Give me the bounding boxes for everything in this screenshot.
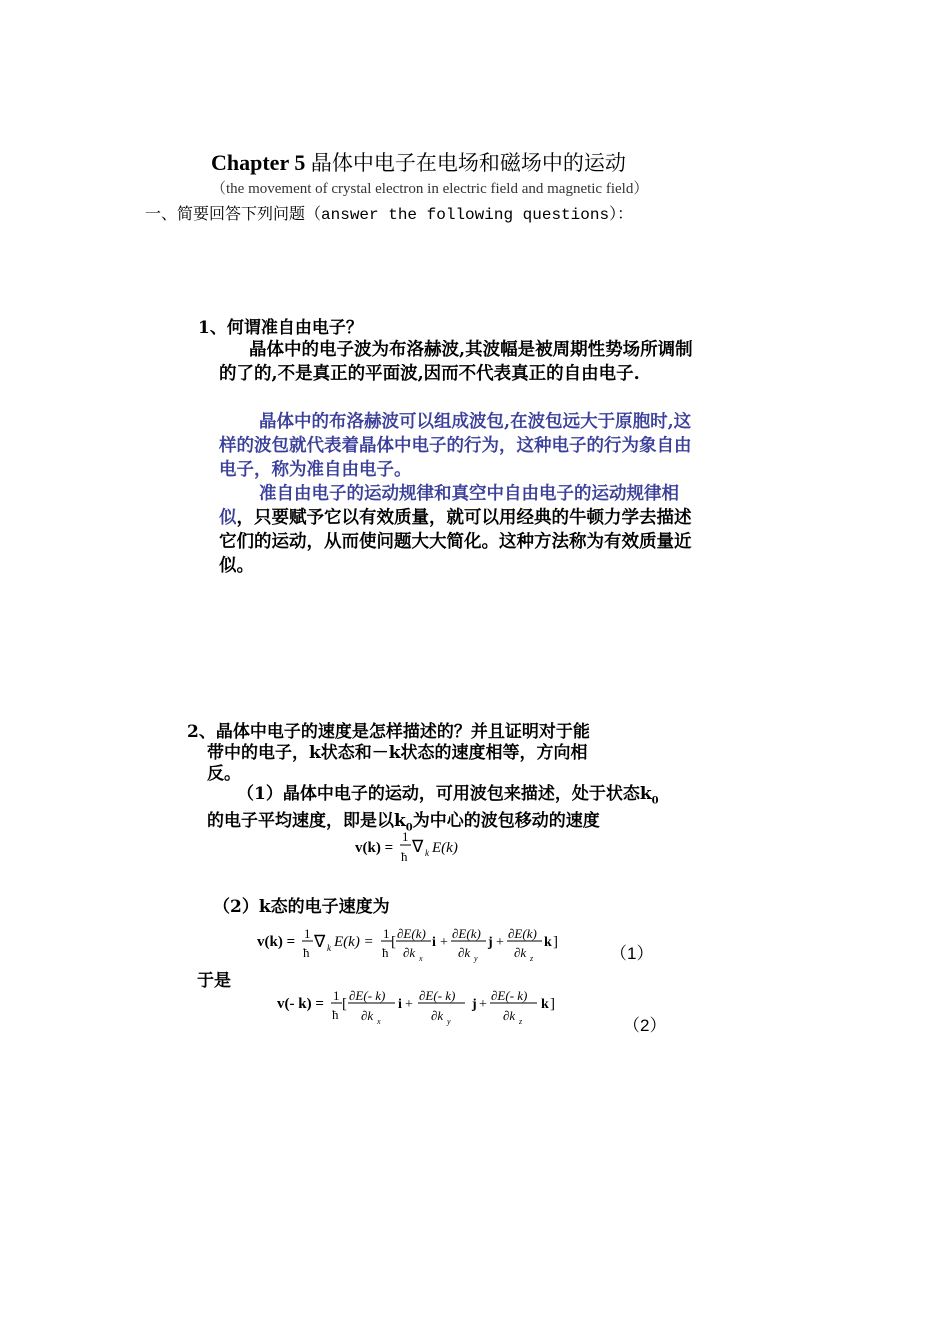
partial-denominator-y: ∂k — [458, 945, 471, 960]
plus-sign: + — [496, 935, 504, 950]
subscript-y: y — [474, 954, 478, 963]
formula-2-d1: ħ — [332, 1007, 339, 1022]
partial-denominator-x: ∂k — [361, 1008, 374, 1023]
plus-sign: + — [405, 997, 413, 1012]
title-chinese: 晶体中电子在电场和磁场中的运动 — [310, 151, 626, 175]
unit-vector-i: i — [398, 997, 402, 1012]
answer-1-paragraph-1-text: 晶体中的电子波为布洛赫波,其波幅是被周期性势场所调制的了的,不是真正的平面波,因而不代表真正的自由电子. — [219, 340, 693, 384]
section-heading-end: ）： — [609, 204, 634, 223]
question-2 — [187, 722, 667, 785]
answer-2-part-2: （2）k态的电子速度为 — [213, 897, 390, 917]
section-heading-en: answer the following questions — [321, 206, 610, 224]
answer-1-paragraph-3 — [219, 482, 699, 578]
formula-1-energy: E(k) = — [334, 934, 374, 950]
subscript-z: z — [530, 954, 534, 963]
question-1: 1、何谓准自由电子？ — [198, 318, 363, 338]
equation-number-2: （2） — [623, 1016, 667, 1035]
velocity-expansion-formula — [257, 926, 567, 970]
formula-2-lhs: v(- k) = — [277, 996, 324, 1012]
nabla-subscript: k — [425, 848, 429, 858]
velocity-formula-numerator: 1 — [402, 829, 409, 844]
formula-1-n1: 1 — [304, 926, 311, 941]
velocity-formula-lhs: v(k) = — [355, 840, 394, 856]
formula-1-d1: ħ — [303, 945, 310, 960]
energy-term: E(k) — [432, 840, 458, 856]
answer-2-part-1-pre: （1）晶体中电子的运动，可用波包来描述，处于状态k — [237, 784, 652, 804]
formula-1-n2: 1 — [383, 926, 390, 941]
unit-vector-k: k — [541, 997, 549, 1012]
bracket-close: ] — [550, 996, 555, 1012]
velocity-formula — [355, 828, 475, 868]
plus-sign: + — [440, 935, 448, 950]
section-heading-cn: 一、简要回答下列问题（ — [145, 204, 322, 223]
partial-numerator-y: ∂E(- k) — [419, 988, 456, 1003]
partial-denominator-z: ∂k — [514, 945, 527, 960]
unit-vector-j: j — [472, 997, 477, 1012]
nabla-symbol: ∇ — [314, 932, 326, 951]
unit-vector-i: i — [432, 935, 436, 950]
page-subtitle: （the movement of crystal electron in electric field and magnetic field） — [211, 181, 649, 197]
partial-numerator-x: ∂E(- k) — [349, 988, 386, 1003]
partial-denominator-y: ∂k — [431, 1008, 444, 1023]
bracket-open: [ — [342, 996, 347, 1012]
bracket-close: ] — [553, 934, 558, 950]
therefore-label: 于是 — [197, 971, 231, 991]
partial-numerator-z: ∂E(k) — [508, 926, 537, 941]
question-2-line-1: 2、晶体中电子的速度是怎样描述的？并且证明对于能 — [187, 722, 590, 742]
negative-k-velocity-formula — [277, 986, 567, 1032]
partial-denominator-x: ∂k — [403, 945, 416, 960]
nabla-symbol: ∇ — [412, 837, 424, 856]
answer-1-paragraph-2-text: 晶体中的布洛赫波可以组成波包,在波包远大于原胞时,这样的波包就代表着晶体中电子的行为，这种电子的行为象自由电子，称为准自由电子。 — [219, 412, 692, 480]
plus-sign: + — [479, 997, 487, 1012]
answer-1-paragraph-3-text: ，只要赋予它以有效质量，就可以用经典的牛顿力学去描述它们的运动，从而使问题大大简化。这种方法称为有效质量近似。 — [219, 508, 692, 576]
formula-1-d2: ħ — [382, 945, 389, 960]
title-english: Chapter 5 — [211, 150, 306, 175]
subscript-x: x — [419, 954, 423, 963]
unit-vector-j: j — [488, 935, 493, 950]
partial-denominator-z: ∂k — [503, 1008, 516, 1023]
partial-numerator-z: ∂E(- k) — [491, 988, 528, 1003]
answer-2-part-1-post: 为中心的波包移动的速度 — [412, 811, 600, 832]
question-2-line-3: 反。 — [207, 764, 241, 784]
answer-2-subscript-1: 0 — [651, 795, 659, 807]
answer-1-paragraph-2 — [219, 410, 699, 482]
answer-1-paragraph-3-highlight: 准自由电子的运动规律和真空中自由电子的运动规律相似 — [219, 484, 679, 528]
unit-vector-k: k — [544, 935, 552, 950]
answer-2-subscript-2: 0 — [405, 822, 413, 834]
formula-1-lhs: v(k) = — [257, 934, 296, 950]
partial-numerator-y: ∂E(k) — [452, 926, 481, 941]
page-title — [211, 147, 626, 177]
velocity-formula-denominator: ħ — [401, 849, 408, 864]
nabla-subscript: k — [327, 943, 331, 953]
formula-2-n1: 1 — [333, 988, 340, 1003]
answer-2-part-1-mid: 的电子平均速度，即是以k — [207, 811, 406, 832]
equation-number-1: （1） — [610, 944, 654, 963]
subscript-x: x — [377, 1017, 381, 1026]
bracket-open: [ — [391, 934, 396, 950]
subscript-y: y — [447, 1017, 451, 1026]
section-heading — [145, 201, 633, 224]
subscript-z: z — [519, 1017, 523, 1026]
question-2-line-2: 带中的电子，k状态和－k状态的速度相等，方向相 — [207, 743, 588, 763]
partial-numerator-x: ∂E(k) — [397, 926, 426, 941]
answer-1-paragraph-1 — [219, 338, 699, 386]
